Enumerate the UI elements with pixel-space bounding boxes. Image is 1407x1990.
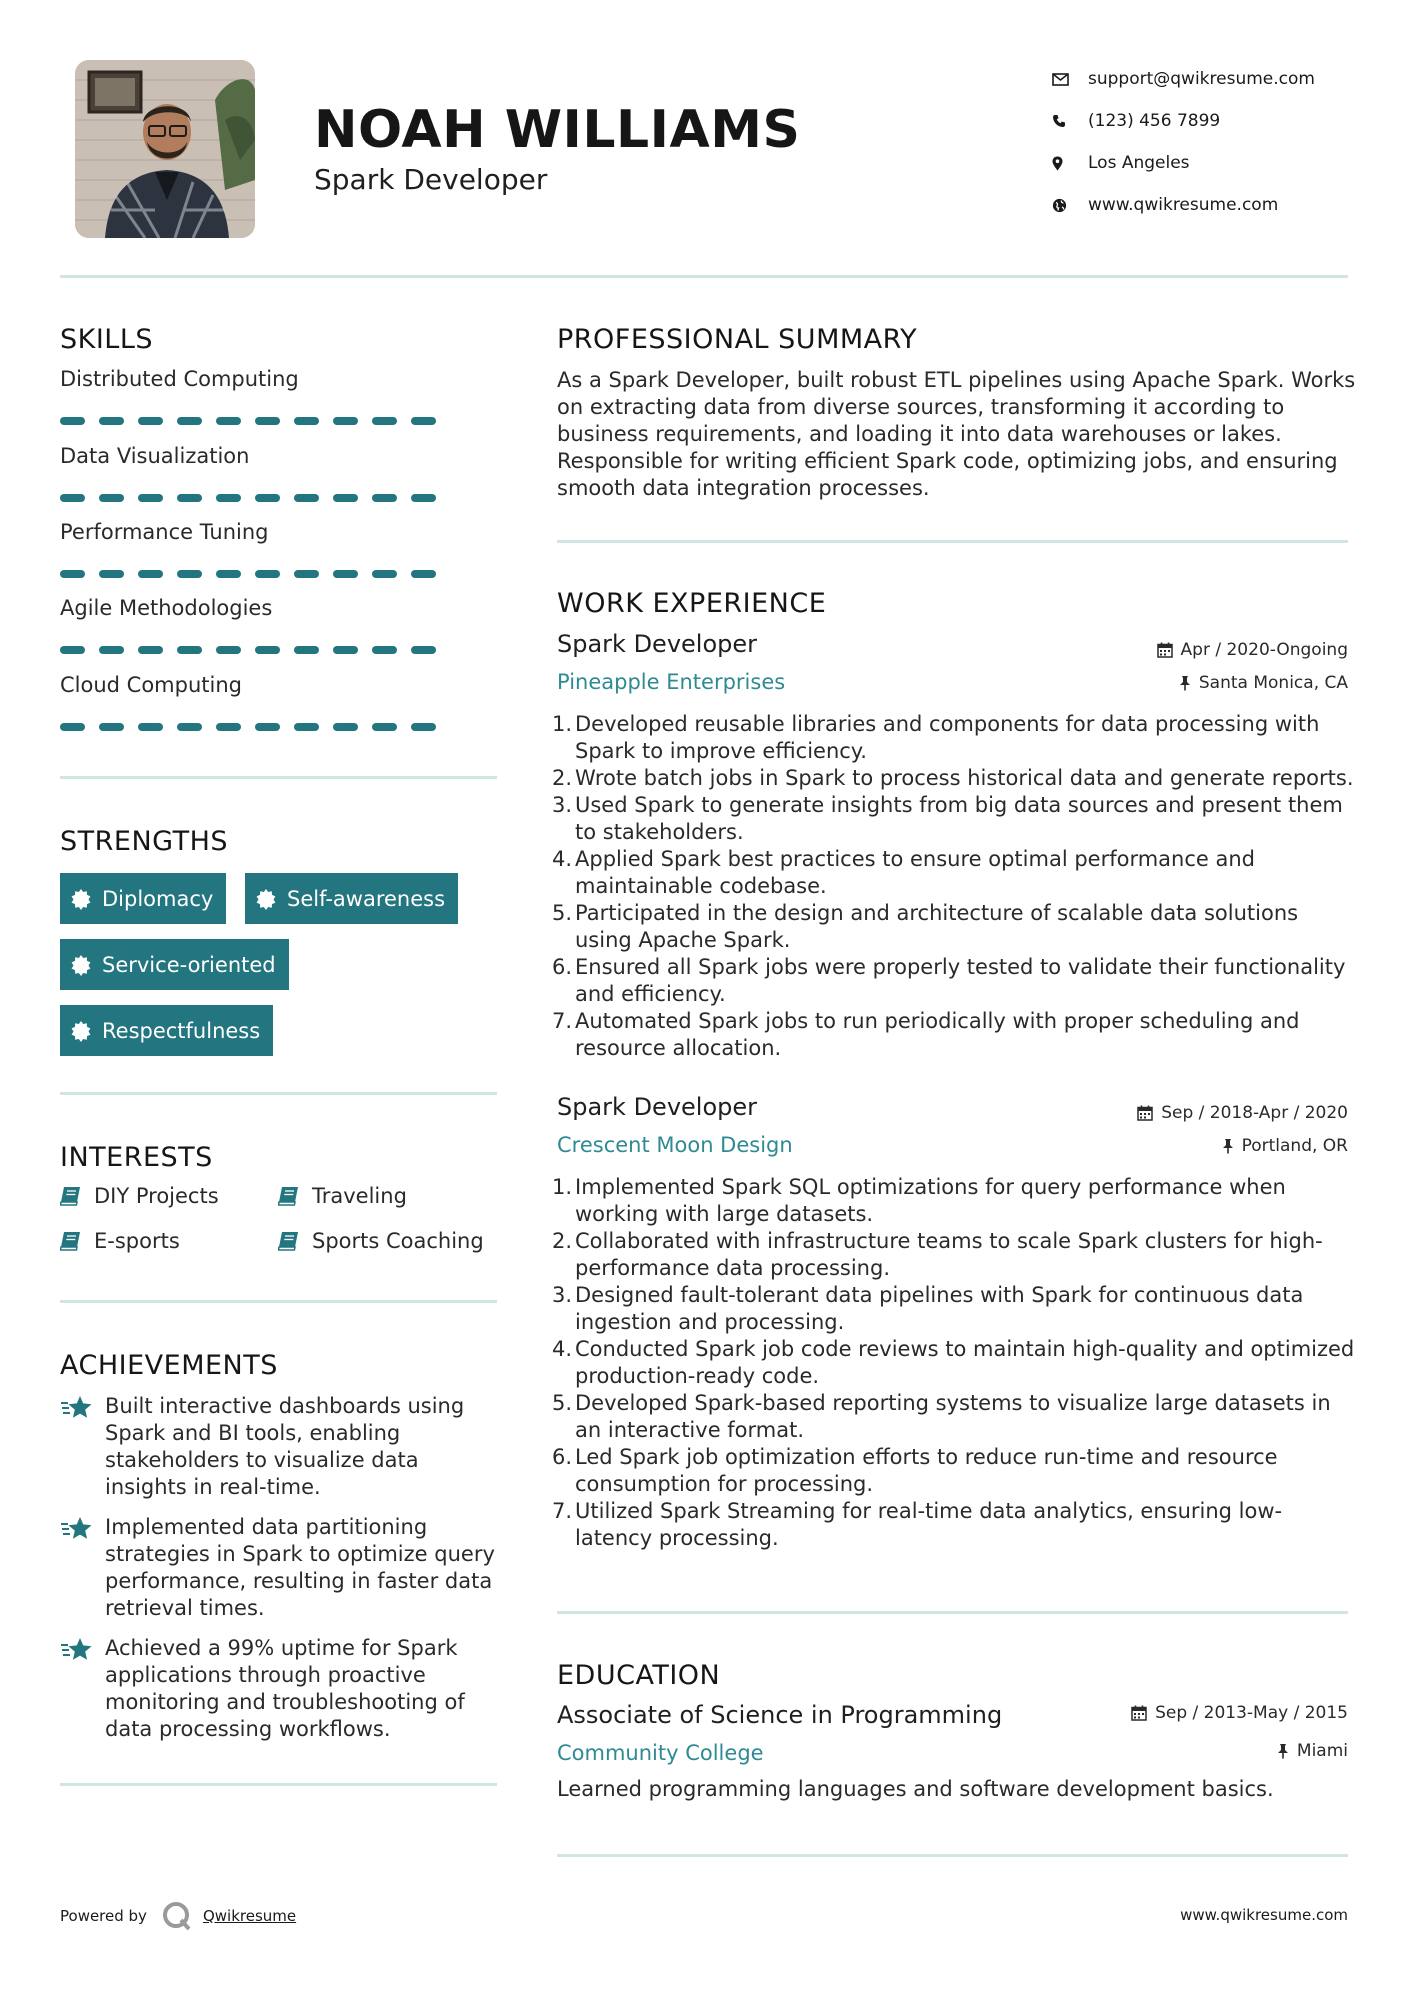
section-divider: [557, 1854, 1348, 1857]
skill-rating-bar: [60, 570, 436, 578]
book-icon: [278, 1231, 300, 1251]
pushpin-icon: [1222, 1138, 1234, 1154]
list-item: [551, 1282, 1357, 1336]
skill-dash: [372, 570, 397, 578]
skill-dash: [294, 417, 319, 425]
contact-phone[interactable]: [1052, 100, 1352, 142]
book-icon: [60, 1231, 82, 1251]
candidate-name: NOAH WILLIAMS: [314, 100, 801, 160]
skill-dash: [177, 646, 202, 654]
list-number: 4.: [551, 847, 572, 871]
education-school: Community College: [557, 1741, 764, 1765]
strengths-heading: STRENGTHS: [60, 826, 229, 857]
list-number: 3.: [551, 793, 572, 817]
skill-name: Data Visualization: [60, 444, 250, 468]
skill-dash: [138, 417, 163, 425]
skill-dash: [216, 570, 241, 578]
skill-dash: [333, 417, 358, 425]
skill-dash: [333, 646, 358, 654]
pushpin-icon: [1179, 675, 1191, 691]
skill-dash: [216, 417, 241, 425]
skill-dash: [60, 723, 85, 731]
experience-heading: WORK EXPERIENCE: [557, 588, 827, 619]
job-company: Crescent Moon Design: [557, 1133, 793, 1157]
achievement-text: Built interactive dashboards using Spark and BI tools, enabling stakeholders to visualize data insights in real-time.: [105, 1394, 465, 1499]
summary-heading: PROFESSIONAL SUMMARY: [557, 324, 918, 355]
job-company: Pineapple Enterprises: [557, 670, 786, 694]
list-item: [551, 900, 1357, 954]
skill-dash: [294, 570, 319, 578]
list-number: 7.: [551, 1499, 572, 1523]
list-item: [551, 1174, 1357, 1228]
strength-label: Respectfulness: [102, 1018, 261, 1043]
list-text: Utilized Spark Streaming for real-time data analytics, ensuring low-latency processing.: [575, 1499, 1283, 1550]
skill-dash: [138, 570, 163, 578]
job-role: Spark Developer: [557, 1093, 758, 1121]
list-text: Automated Spark jobs to run periodically with proper scheduling and resource allocation.: [575, 1009, 1300, 1060]
contact-list: [1052, 58, 1352, 226]
strength-tag: [60, 939, 289, 990]
header-divider: [60, 275, 1348, 278]
achievement-item: [60, 1635, 500, 1743]
skill-dash: [99, 417, 124, 425]
education-dates: [1131, 1703, 1348, 1723]
skill-dash: [294, 723, 319, 731]
skill-rating-bar: [60, 417, 436, 425]
skill-dash: [333, 570, 358, 578]
skill-dash: [255, 723, 280, 731]
job-dates-text: Sep / 2018-Apr / 2020: [1161, 1103, 1348, 1123]
list-item: [551, 846, 1357, 900]
skill-dash: [294, 646, 319, 654]
list-item: [551, 765, 1357, 792]
list-number: 1.: [551, 712, 572, 736]
qwikresume-logo-icon: [161, 1900, 193, 1932]
list-number: 5.: [551, 1391, 572, 1415]
star-icon: [60, 1514, 105, 1622]
skill-dash: [60, 494, 85, 502]
contact-location-text: Los Angeles: [1088, 153, 1190, 173]
education-dates-text: Sep / 2013-May / 2015: [1155, 1703, 1348, 1723]
skill-dash: [138, 646, 163, 654]
footer-powered-by: [60, 1900, 296, 1932]
badge-icon: [70, 888, 92, 910]
education-location-text: Miami: [1296, 1741, 1348, 1761]
achievements-heading: ACHIEVEMENTS: [60, 1350, 278, 1381]
skill-dash: [138, 723, 163, 731]
skill-dash: [372, 646, 397, 654]
strength-tag: [60, 1005, 273, 1056]
badge-icon: [255, 888, 277, 910]
list-item: [551, 711, 1357, 765]
job-dates-text: Apr / 2020-Ongoing: [1180, 640, 1348, 660]
contact-location: [1052, 142, 1352, 184]
interests-heading: INTERESTS: [60, 1142, 213, 1173]
skill-dash: [99, 646, 124, 654]
list-item: [551, 1390, 1357, 1444]
skill-dash: [60, 570, 85, 578]
skill-dash: [216, 494, 241, 502]
list-text: Collaborated with infrastructure teams to scale Spark clusters for high-performance data processing.: [575, 1229, 1323, 1280]
job-role: Spark Developer: [557, 630, 758, 658]
job-duties-list: [551, 1174, 1357, 1552]
map-pin-icon: [1052, 156, 1088, 171]
skill-name: Agile Methodologies: [60, 596, 273, 620]
interest-item: [60, 1229, 180, 1253]
star-icon: [60, 1635, 105, 1743]
interest-label: E-sports: [94, 1229, 180, 1253]
skill-rating-bar: [60, 723, 436, 731]
job-location: [1222, 1136, 1348, 1156]
skill-dash: [255, 570, 280, 578]
list-item: [551, 1008, 1357, 1062]
skill-dash: [255, 494, 280, 502]
education-heading: EDUCATION: [557, 1660, 721, 1691]
strength-label: Service-oriented: [102, 952, 276, 977]
summary-text: As a Spark Developer, built robust ETL pipelines using Apache Spark. Works on extracting data from diverse sources, transforming it according to business requirements, and loading it into data warehouses or lakes. Responsible for writing efficient Spark code, optimizing jobs, and ensuring smooth data integration processes.: [557, 368, 1356, 500]
list-item: [551, 1336, 1357, 1390]
skill-dash: [177, 570, 202, 578]
skill-dash: [333, 723, 358, 731]
envelope-icon: [1052, 73, 1088, 86]
calendar-icon: [1137, 1105, 1153, 1121]
list-text: Used Spark to generate insights from big data sources and present them to stakeholders.: [575, 793, 1343, 844]
section-divider: [557, 540, 1348, 543]
skill-dash: [177, 723, 202, 731]
job-dates: [1137, 1103, 1348, 1123]
list-text: Developed Spark-based reporting systems to visualize large datasets in an interactive format.: [575, 1391, 1331, 1442]
skill-dash: [99, 570, 124, 578]
skill-dash: [411, 570, 436, 578]
list-number: 7.: [551, 1009, 572, 1033]
contact-email[interactable]: [1052, 58, 1352, 100]
badge-icon: [70, 1020, 92, 1042]
job-duties-list: [551, 711, 1357, 1062]
contact-website-text: www.qwikresume.com: [1088, 195, 1279, 215]
skill-dash: [60, 646, 85, 654]
skill-dash: [411, 417, 436, 425]
star-icon: [60, 1393, 105, 1501]
candidate-title: Spark Developer: [314, 163, 548, 196]
section-divider: [60, 1300, 497, 1303]
skill-rating-bar: [60, 494, 436, 502]
strength-tag: [60, 873, 226, 924]
list-item: [551, 1444, 1357, 1498]
job-location: [1179, 673, 1348, 693]
badge-icon: [70, 954, 92, 976]
skill-dash: [216, 646, 241, 654]
section-divider: [557, 1611, 1348, 1614]
phone-icon: [1052, 114, 1088, 128]
list-number: 4.: [551, 1337, 572, 1361]
skill-dash: [177, 417, 202, 425]
skill-name: Performance Tuning: [60, 520, 269, 544]
profile-photo: [75, 60, 255, 238]
skill-dash: [255, 417, 280, 425]
job-location-text: Santa Monica, CA: [1198, 673, 1348, 693]
list-text: Ensured all Spark jobs were properly tested to validate their functionality and efficiency.: [575, 955, 1346, 1006]
job-location-text: Portland, OR: [1241, 1136, 1348, 1156]
skill-dash: [372, 723, 397, 731]
list-number: 2.: [551, 766, 572, 790]
interest-label: DIY Projects: [94, 1184, 219, 1208]
list-number: 6.: [551, 1445, 572, 1469]
list-number: 6.: [551, 955, 572, 979]
list-item: [551, 792, 1357, 846]
strength-label: Diplomacy: [102, 886, 214, 911]
skill-dash: [99, 494, 124, 502]
skill-dash: [216, 723, 241, 731]
education-degree: Associate of Science in Programming: [557, 1701, 1003, 1729]
skill-dash: [138, 494, 163, 502]
list-text: Participated in the design and architecture of scalable data solutions using Apache Spark.: [575, 901, 1299, 952]
list-text: Applied Spark best practices to ensure optimal performance and maintainable codebase.: [575, 847, 1256, 898]
book-icon: [60, 1186, 82, 1206]
skill-dash: [294, 494, 319, 502]
list-number: 3.: [551, 1283, 572, 1307]
powered-by-label: Powered by: [60, 1907, 147, 1925]
achievement-item: [60, 1514, 500, 1622]
contact-website[interactable]: [1052, 184, 1352, 226]
skill-rating-bar: [60, 646, 436, 654]
interest-label: Sports Coaching: [312, 1229, 484, 1253]
skill-name: Distributed Computing: [60, 367, 299, 391]
section-divider: [60, 776, 497, 779]
skill-dash: [411, 646, 436, 654]
skill-dash: [333, 494, 358, 502]
skill-dash: [411, 494, 436, 502]
list-item: [551, 954, 1357, 1008]
list-text: Wrote batch jobs in Spark to process historical data and generate reports.: [575, 766, 1354, 790]
list-text: Designed fault-tolerant data pipelines with Spark for continuous data ingestion and processing.: [575, 1283, 1304, 1334]
list-text: Led Spark job optimization efforts to reduce run-time and resource consumption for processing.: [575, 1445, 1278, 1496]
skill-dash: [372, 494, 397, 502]
globe-icon: [1052, 198, 1088, 213]
list-text: Implemented Spark SQL optimizations for query performance when working with large datasets.: [575, 1175, 1286, 1226]
list-number: 2.: [551, 1229, 572, 1253]
list-text: Conducted Spark job code reviews to maintain high-quality and optimized production-ready code.: [575, 1337, 1355, 1388]
list-number: 5.: [551, 901, 572, 925]
section-divider: [60, 1092, 497, 1095]
job-dates: [1157, 640, 1348, 660]
education-location: [1277, 1741, 1348, 1761]
education-description: Learned programming languages and software development basics.: [557, 1777, 1274, 1801]
skill-dash: [99, 723, 124, 731]
list-text: Developed reusable libraries and components for data processing with Spark to improve efficiency.: [575, 712, 1320, 763]
skill-dash: [177, 494, 202, 502]
section-divider: [60, 1783, 497, 1786]
list-item: [551, 1498, 1357, 1552]
book-icon: [278, 1186, 300, 1206]
skill-dash: [255, 646, 280, 654]
contact-phone-text: (123) 456 7899: [1088, 111, 1221, 131]
skill-dash: [411, 723, 436, 731]
list-number: 1.: [551, 1175, 572, 1199]
contact-email-text: support@qwikresume.com: [1088, 69, 1315, 89]
strength-tag: [245, 873, 458, 924]
achievement-item: [60, 1393, 500, 1501]
avatar: [75, 60, 255, 238]
interest-item: [278, 1229, 484, 1253]
pushpin-icon: [1277, 1743, 1289, 1759]
calendar-icon: [1157, 642, 1173, 658]
skill-name: Cloud Computing: [60, 673, 242, 697]
achievement-text: Achieved a 99% uptime for Spark applications through proactive monitoring and troubleshooting of data processing workflows.: [105, 1636, 465, 1741]
interest-item: [278, 1184, 407, 1208]
qwikresume-link[interactable]: Qwikresume: [202, 1907, 297, 1925]
footer-website[interactable]: www.qwikresume.com: [1180, 1906, 1348, 1924]
skill-dash: [372, 417, 397, 425]
calendar-icon: [1131, 1705, 1147, 1721]
interest-label: Traveling: [312, 1184, 407, 1208]
strength-label: Self-awareness: [287, 886, 446, 911]
interest-item: [60, 1184, 219, 1208]
skill-dash: [60, 417, 85, 425]
skills-heading: SKILLS: [60, 324, 154, 355]
list-item: [551, 1228, 1357, 1282]
achievement-text: Implemented data partitioning strategies in Spark to optimize query performance, resulting in faster data retrieval times.: [105, 1515, 495, 1620]
